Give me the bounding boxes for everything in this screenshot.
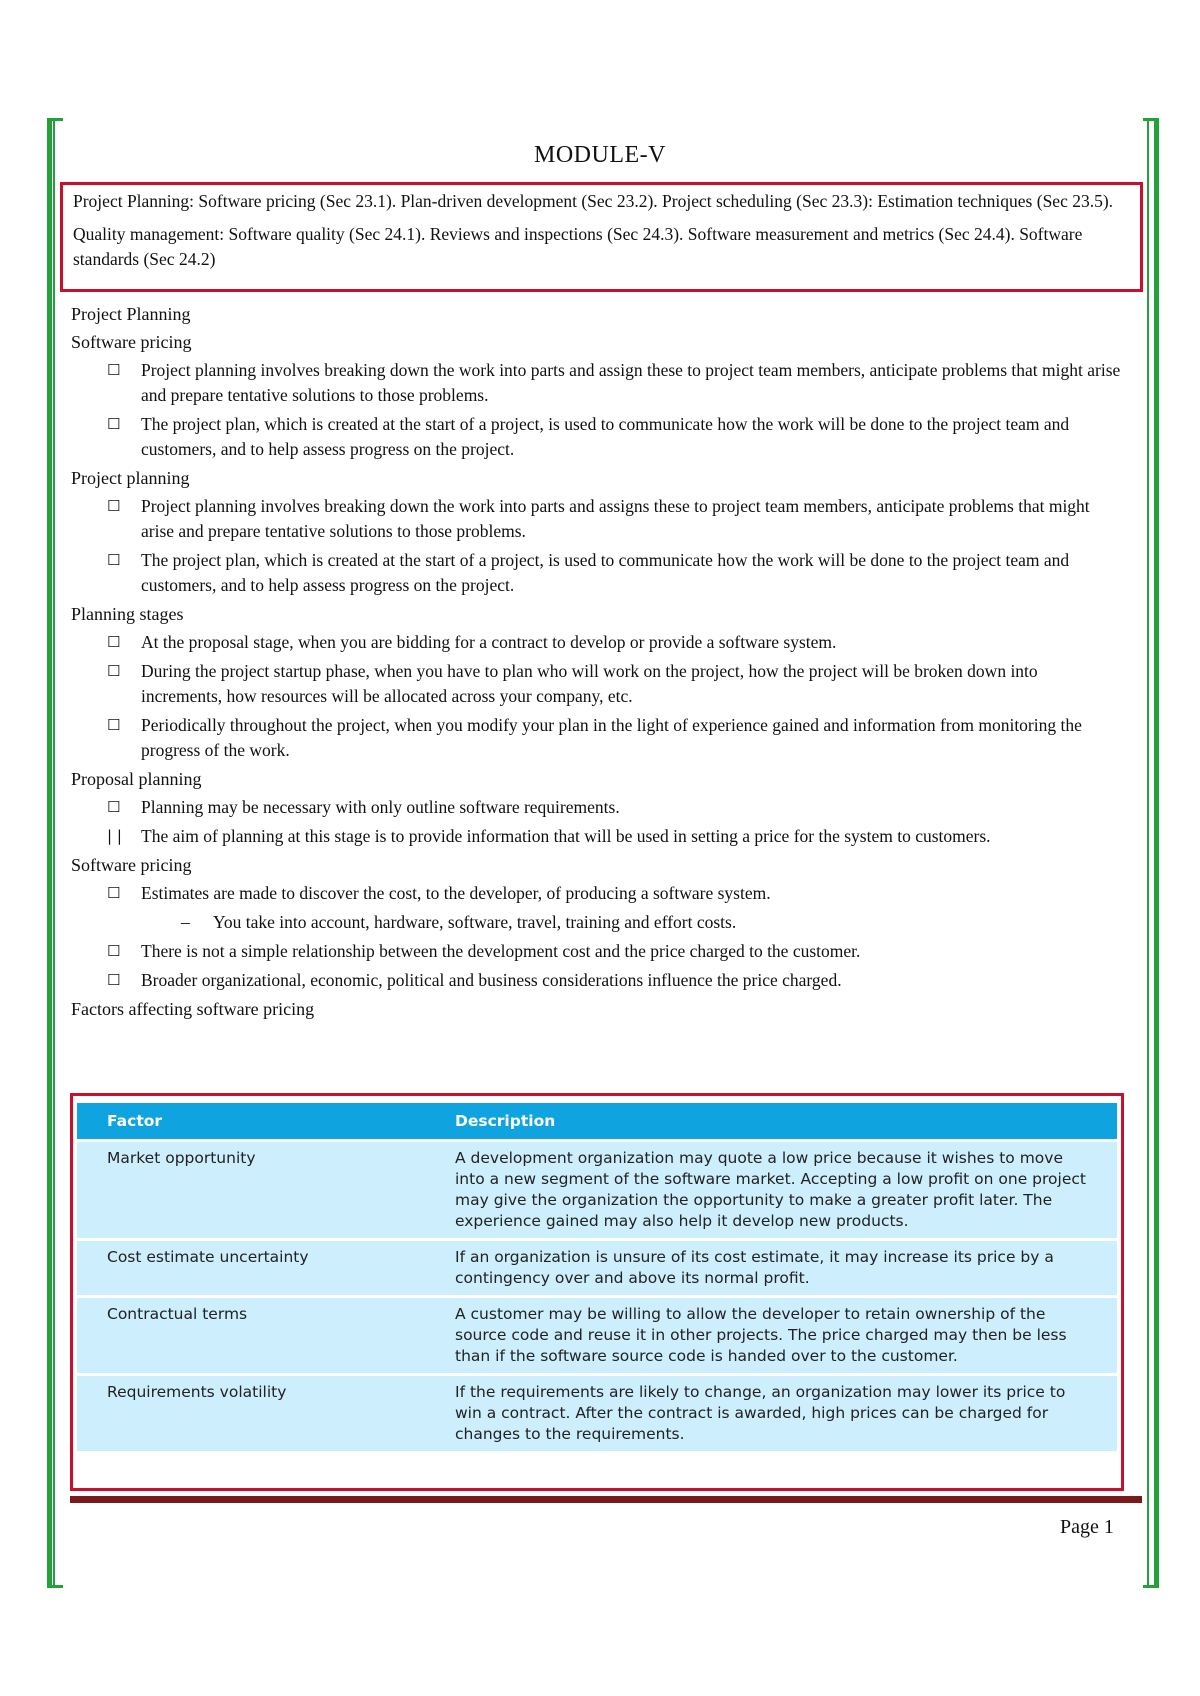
dash-bullet-icon: – [181,912,190,932]
table-row [77,1298,1117,1373]
page-number: Page 1 [1060,1516,1114,1538]
section-heading: Software pricing [71,332,192,352]
list-item: ☐ Periodically throughout the project, when you modify your plan in the light of experience gained and information from monitoring the progress of the work. [107,715,1082,760]
list-item: ☐ Planning may be necessary with only outline software requirements. [71,795,1121,820]
border-corner [47,118,63,121]
table-cell: If an organization is unsure of its cost estimate, it may increase its price by a contingency over and above its normal profit. [425,1241,1117,1295]
list-item: ☐ Project planning involves breaking down the work into parts and assigns these to project team members, anticipate problems that might arise and prepare tentative solutions to those problems. [107,496,1090,541]
checkbox-bullet-icon: ☐ [107,971,121,989]
right-border [1154,118,1159,1588]
section-heading: Software pricing [71,855,192,875]
list-item: | | The aim of planning at this stage is to provide information that will be used in setting a price for the system to customers. [71,824,1121,849]
checkbox-bullet-icon: ☐ [107,884,121,902]
list-item: ☐ Estimates are made to discover the cost, to the developer, of producing a software system. [71,881,1121,906]
checkbox-bullet-icon: ☐ [107,361,121,379]
border-corner [1143,118,1159,121]
border-corner [1143,1585,1159,1588]
table-header-row [77,1103,1117,1139]
bars-bullet-icon: | | [107,827,122,845]
table-cell: A customer may be willing to allow the developer to retain ownership of the source code and reuse it in other projects. The price charged may then be less than if the software source code is handed over to the customer. [425,1298,1117,1373]
checkbox-bullet-icon: ☐ [107,497,121,515]
pricing-factors-table [77,1100,1117,1454]
table-cell: Cost estimate uncertainty [77,1241,425,1295]
module-title: MODULE-V [534,142,666,168]
checkbox-bullet-icon: ☐ [107,942,121,960]
border-corner [47,1585,63,1588]
left-border [47,118,52,1588]
list-item: ☐ The project plan, which is created at the start of a project, is used to communicate how the work will be done to the project team and customers, and to help assess progress on the project. [107,550,1070,595]
syllabus-line: Quality management: Software quality (Sec 24.1). Reviews and inspections (Sec 24.3). Software measurement and metrics (Sec 24.4). Software standards (Sec 24.2) [73,224,1083,269]
section-heading: Proposal planning [71,769,202,789]
table-cell: Requirements volatility [77,1376,425,1451]
list-item: ☐ The project plan, which is created at the start of a project, is used to communicate how the work will be done to the project team and customers, and to help assess progress on the project. [107,414,1070,459]
sub-list-item: – You take into account, hardware, software, travel, training and effort costs. [71,910,1121,935]
syllabus-line: Project Planning: Software pricing (Sec 23.1). Plan-driven development (Sec 23.2). Project scheduling (Sec 23.3): Estimation techniques (Sec 23.5). [73,191,1114,211]
table-cell: Market opportunity [77,1142,425,1238]
section-heading: Planning stages [71,604,184,624]
main-content [71,300,1121,1025]
table-row [77,1142,1117,1238]
checkbox-bullet-icon: ☐ [107,551,121,569]
checkbox-bullet-icon: ☐ [107,798,121,816]
pricing-factors-table-frame [70,1093,1124,1491]
table-row [77,1241,1117,1295]
checkbox-bullet-icon: ☐ [107,662,121,680]
footer-rule [70,1496,1142,1503]
checkbox-bullet-icon: ☐ [107,633,121,651]
table-header: Description [425,1103,1117,1139]
table-cell: A development organization may quote a low price because it wishes to move into a new segment of the software market. Accepting a low profit on one project may give the organization the opportunity to make a greater profit later. The experience gained may also help it develop new products. [425,1142,1117,1238]
left-border-inner [53,118,55,1588]
table-row [77,1376,1117,1451]
table-cell: Contractual terms [77,1298,425,1373]
table-header: Factor [77,1103,425,1139]
list-item: ☐ There is not a simple relationship between the development cost and the price charged to the customer. [71,939,1121,964]
table-cell: If the requirements are likely to change, an organization may lower its price to win a contract. After the contract is awarded, high prices can be charged for changes to the requirements. [425,1376,1117,1451]
section-heading: Project Planning [71,304,191,324]
list-item: ☐ At the proposal stage, when you are bidding for a contract to develop or provide a software system. [71,630,1121,655]
list-item: ☐ Project planning involves breaking down the work into parts and assign these to project team members, anticipate problems that might arise and prepare tentative solutions to those problems. [107,360,1121,405]
syllabus-box [60,182,1143,292]
checkbox-bullet-icon: ☐ [107,415,121,433]
section-heading: Project planning [71,468,190,488]
list-item: ☐ During the project startup phase, when you have to plan who will work on the project, how the project will be broken down into increments, how resources will be allocated across your company, etc. [107,661,1038,706]
section-heading: Factors affecting software pricing [71,999,315,1019]
right-border-inner [1147,118,1149,1588]
list-item: ☐ Broader organizational, economic, political and business considerations influence the price charged. [71,968,1121,993]
checkbox-bullet-icon: ☐ [107,716,121,734]
